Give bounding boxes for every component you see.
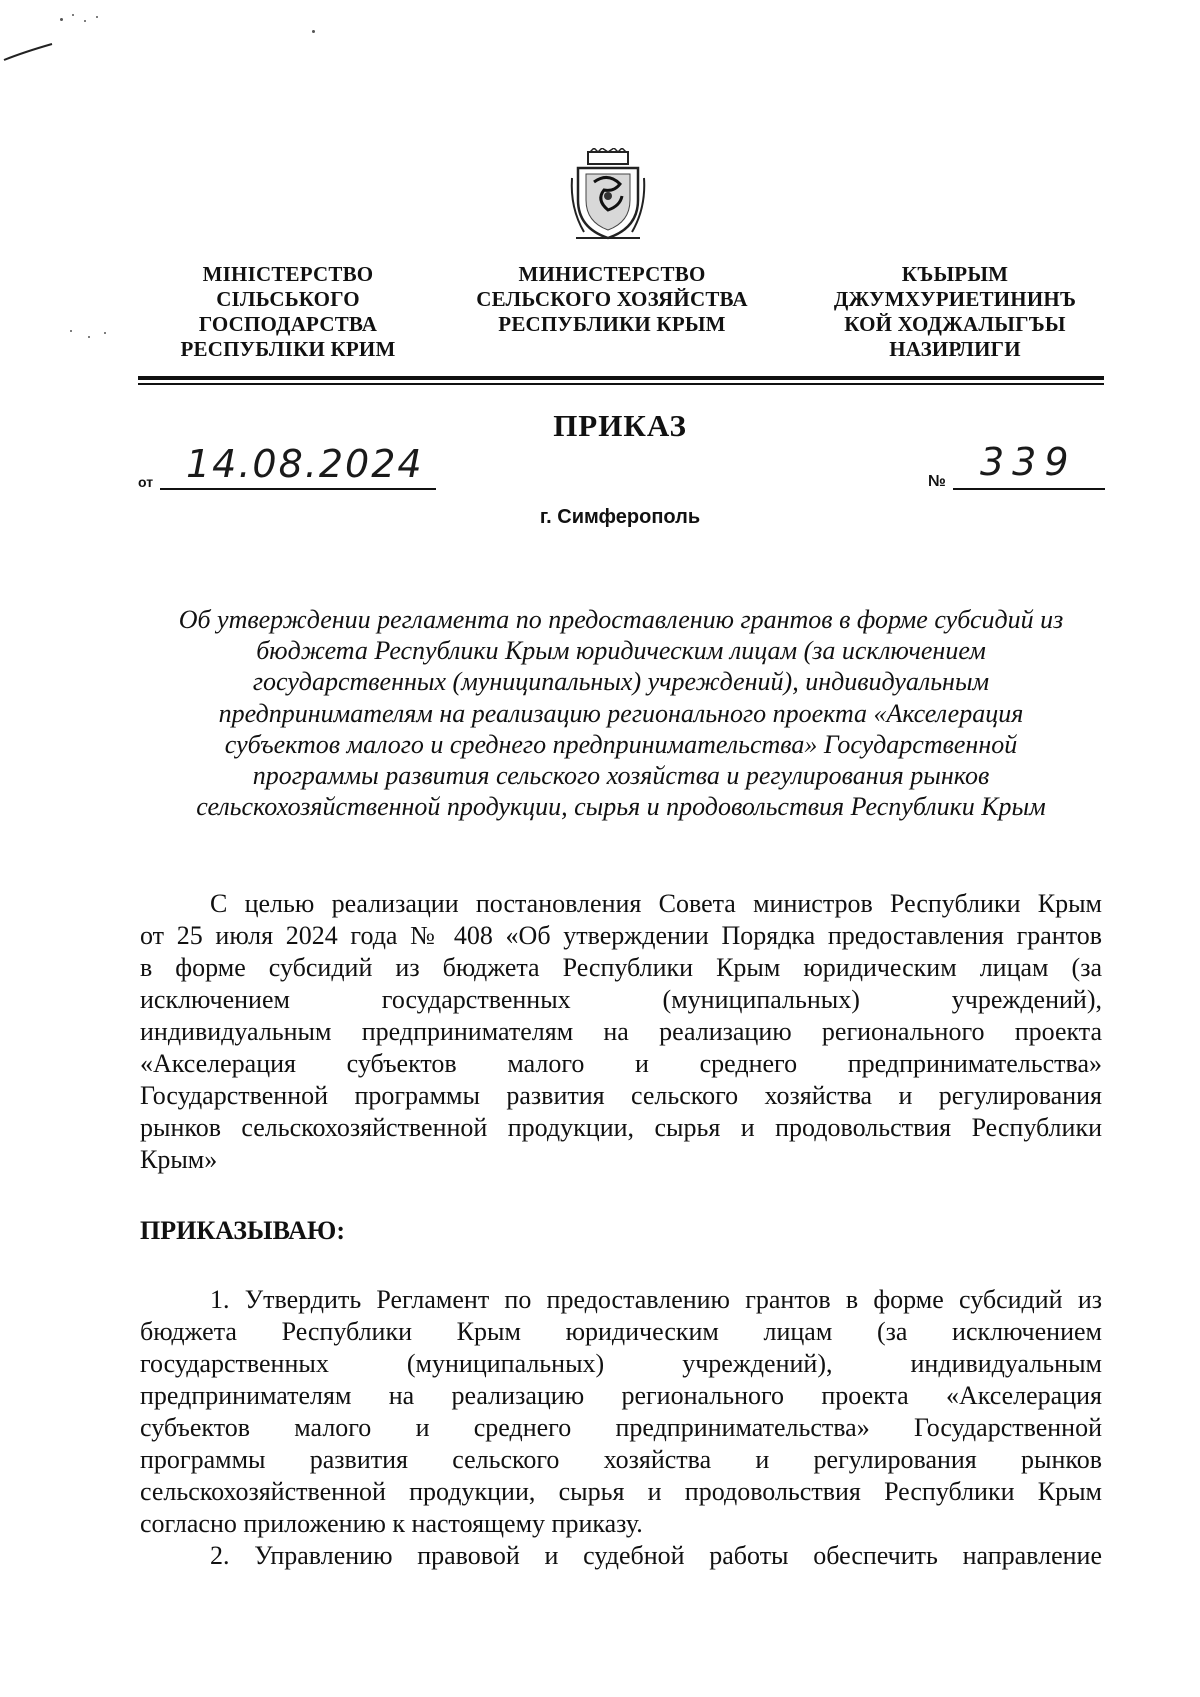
subject-line: программы развития сельского хозяйства и регулирования рынков <box>252 761 990 791</box>
subject-line: государственных (муниципальных) учреждений), индивидуальным <box>252 667 990 697</box>
preamble-line: исключением государственных (муниципальных) учреждений), <box>140 985 1102 1014</box>
ministry-name-ukrainian: МІНІСТЕРСТВО СІЛЬСЬКОГО ГОСПОДАРСТВА РЕСПУБЛІКИ КРИМ <box>180 262 396 361</box>
number-prefix: № <box>928 473 946 490</box>
item-line: государственных (муниципальных) учреждений), индивидуальным <box>140 1349 1102 1378</box>
coat-of-arms-icon <box>568 148 648 244</box>
date-underline <box>160 488 436 490</box>
scan-mark <box>84 20 86 22</box>
ministry-name-crimean-tatar: КЪЫРЫМ ДЖУМХУРИЕТИНИНЪ КОЙ ХОДЖАЛЫГЪЫ НАЗИРЛИГИ <box>833 262 1077 361</box>
number-underline <box>953 488 1105 490</box>
preamble <box>140 888 1102 1176</box>
scan-mark <box>104 332 106 334</box>
preamble-line: в форме субсидий из бюджета Республики Крым юридическим лицам (за <box>140 953 1102 982</box>
subject-line: сельскохозяйственной продукции, сырья и продовольствия Республики Крым <box>196 792 1046 822</box>
preamble-line: С целью реализации постановления Совета министров Республики Крым <box>210 889 1102 918</box>
date-prefix: от <box>138 474 154 490</box>
scan-mark <box>70 330 72 332</box>
subject-line: Об утверждении регламента по предоставлению грантов в форме субсидий из <box>178 605 1064 634</box>
item-line: программы развития сельского хозяйства и регулирования рынков <box>140 1445 1102 1474</box>
scan-mark <box>60 18 63 21</box>
city-name: г. Симферополь <box>539 506 701 528</box>
preamble-line: Крым» <box>140 1145 218 1174</box>
preamble-line: рынков сельскохозяйственной продукции, сырья и продовольствия Республики <box>140 1113 1102 1142</box>
date-value-handwritten: 14.08.2024 <box>186 442 424 486</box>
item-line: субъектов малого и среднего предпринимательства» Государственной <box>140 1413 1102 1442</box>
scan-stroke <box>0 36 60 66</box>
preamble-line: индивидуальным предпринимателям на реализацию регионального проекта <box>140 1017 1102 1046</box>
order-item-1 <box>140 1284 1102 1540</box>
scan-mark <box>312 30 315 33</box>
ministry-name-russian: МИНИСТЕРСТВО СЕЛЬСКОГО ХОЗЯЙСТВА РЕСПУБЛИКИ КРЫМ <box>476 262 748 336</box>
order-item-2 <box>140 1540 1102 1572</box>
order-directive: ПРИКАЗЫВАЮ: <box>140 1216 345 1245</box>
header-divider <box>138 376 1104 380</box>
subject-line: предпринимателям на реализацию регионального проекта «Акселерация <box>218 698 1024 728</box>
item-line: 1. Утвердить Регламент по предоставлению грантов в форме субсидий из <box>210 1285 1102 1314</box>
subject-line: субъектов малого и среднего предпринимательства» Государственной <box>224 729 1018 759</box>
item-line: бюджета Республики Крым юридическим лицам (за исключением <box>140 1317 1102 1346</box>
scan-mark <box>96 16 98 18</box>
scan-mark <box>88 336 90 338</box>
item-line: согласно приложению к настоящему приказу. <box>140 1509 643 1538</box>
item-line: предпринимателям на реализацию регионального проекта «Акселерация <box>140 1381 1102 1410</box>
item-line: 2. Управлению правовой и судебной работы обеспечить направление <box>210 1541 1102 1570</box>
number-value-handwritten: 339 <box>980 440 1077 484</box>
preamble-line: Государственной программы развития сельского хозяйства и регулирования <box>140 1081 1102 1110</box>
preamble-line: от 25 июля 2024 года № 408 «Об утверждении Порядка предоставления грантов <box>140 921 1102 950</box>
order-subject <box>138 604 1104 822</box>
scan-mark <box>72 14 74 16</box>
preamble-line: «Акселерация субъектов малого и среднего предпринимательства» <box>140 1049 1102 1078</box>
header-divider-thin <box>138 383 1104 385</box>
subject-line: бюджета Республики Крым юридическим лицам (за исключением <box>256 636 986 666</box>
item-line: сельскохозяйственной продукции, сырья и продовольствия Республики Крым <box>140 1477 1102 1506</box>
document-type-title: ПРИКАЗ <box>553 408 687 443</box>
